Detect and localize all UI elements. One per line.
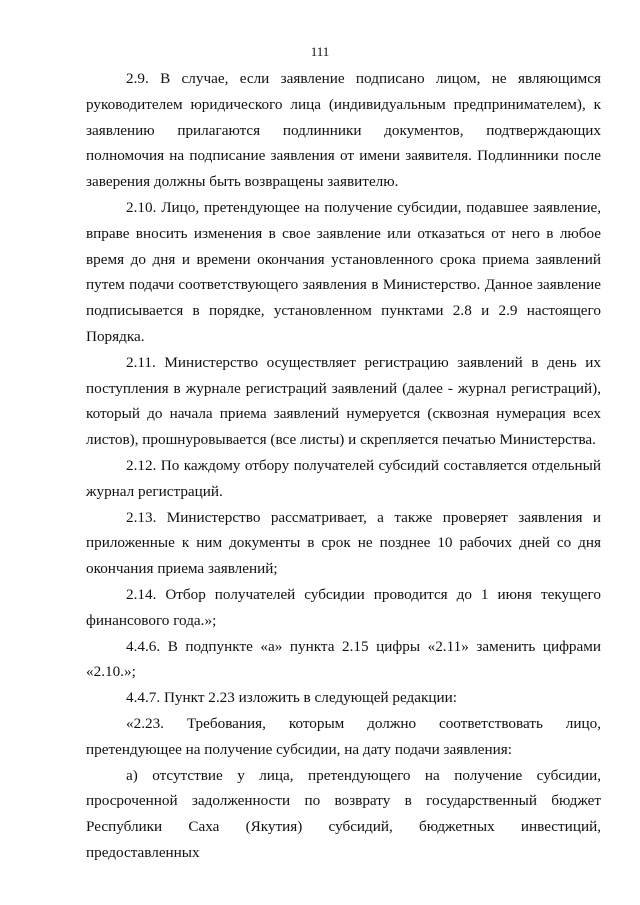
page-number: 111 xyxy=(310,44,330,59)
paragraph-2-23: «2.23. Требования, которым должно соответствовать лицо, претендующее на получение субсидии, на дату подачи заявления: xyxy=(86,714,601,758)
paragraph-2-13: 2.13. Министерство рассматривает, а также проверяет заявления и приложенные к ним документы в срок не позднее 10 рабочих дней со дня окончания приема заявлений; xyxy=(86,508,601,578)
paragraph-2-10: 2.10. Лицо, претендующее на получение субсидии, подавшее заявление, вправе вносить изменения в свое заявление или отказаться от него в любое время до дня и времени окончания установленного срока приема заявлений путем подачи соответствующего заявления в Министерство. Данное заявление подписывается в порядке, установленном пунктами 2.8 и 2.9 настоящего Порядка. xyxy=(86,198,601,345)
paragraph-2-9: 2.9. В случае, если заявление подписано лицом, не являющимся руководителем юридического лица (индивидуальным предпринимателем), к заявлению прилагаются подлинники документов, подтверждающих полномочия на подписание заявления от имени заявителя. Подлинники после заверения должны быть возвращены заявителю. xyxy=(86,70,601,191)
paragraph-2-12: 2.12. По каждому отбору получателей субсидий составляется отдельный журнал регистраций. xyxy=(86,456,601,500)
paragraph-4-4-6: 4.4.6. В подпункте «а» пункта 2.15 цифры «2.11» заменить цифрами «2.10.»; xyxy=(86,637,601,681)
paragraph-4-4-7: 4.4.7. Пункт 2.23 изложить в следующей редакции: xyxy=(126,689,457,707)
document-body xyxy=(86,66,601,866)
paragraph-2-23-a: а) отсутствие у лица, претендующего на получение субсидии, просроченной задолженности по возврату в государственный бюджет Республики Саха (Якутия) субсидий, бюджетных инвестиций, предоставленных xyxy=(86,766,601,861)
paragraph-2-11: 2.11. Министерство осуществляет регистрацию заявлений в день их поступления в журнале регистраций заявлений (далее - журнал регистраций), который до начала приема заявлений нумеруется (сквозная нумерация всех листов), прошнуровывается (все листы) и скрепляется печатью Министерства. xyxy=(86,353,601,449)
paragraph-2-14: 2.14. Отбор получателей субсидии проводится до 1 июня текущего финансового года.»; xyxy=(86,585,601,629)
